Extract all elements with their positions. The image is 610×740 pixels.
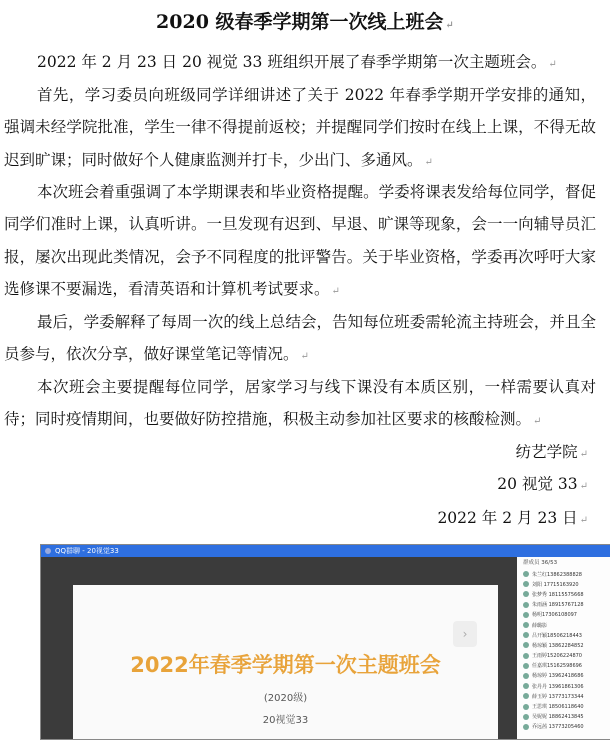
member-item[interactable] — [517, 701, 610, 711]
member-item[interactable] — [517, 661, 610, 671]
member-list-panel — [517, 557, 610, 739]
avatar — [523, 724, 529, 730]
member-list — [517, 569, 610, 732]
slide-class: 20视觉33 — [262, 715, 309, 726]
member-item[interactable] — [517, 681, 610, 691]
avatar — [523, 602, 529, 608]
presentation-slide — [73, 585, 498, 740]
member-name: 薛璐影 — [532, 622, 548, 629]
avatar — [523, 571, 529, 577]
avatar — [523, 653, 529, 659]
member-item[interactable] — [517, 651, 610, 661]
paragraph-5: 本次班会主要提醒每位同学，居家学习与线下课没有本质区别，一样需要认真对待；同时疫情期间，也要做好防控措施，积极主动参加社区要求的核酸检测。 ↵ — [4, 378, 596, 429]
member-name: 王思琪 18506118640 — [532, 704, 584, 711]
member-name: 杨明17306108097 — [532, 612, 577, 619]
member-name: 朱兰红13862388828 — [532, 571, 582, 578]
member-name: 王雨婷15206224870 — [532, 653, 582, 660]
member-item[interactable] — [517, 600, 610, 610]
member-list-header: 群成员 36/53 — [523, 560, 558, 566]
member-item[interactable] — [517, 579, 610, 589]
meeting-screenshot — [40, 544, 610, 740]
avatar — [523, 622, 529, 628]
member-name: 张丹丹 13961861306 — [532, 683, 584, 690]
member-item[interactable] — [517, 630, 610, 640]
signature-date: 2022 年 2 月 23 日 ↵ — [437, 509, 588, 527]
member-name: 杨琼婷 13962418686 — [532, 673, 584, 680]
paragraph-4: 最后，学委解释了每周一次的线上总结会，告知每位班委需轮流主持班会，并且全员参与，依次分享，做好课堂笔记等情况。 ↵ — [4, 313, 596, 364]
app-icon — [45, 548, 51, 554]
avatar — [523, 612, 529, 618]
member-item[interactable] — [517, 691, 610, 701]
member-name: 张梦秀 18115575668 — [532, 591, 584, 598]
window-title: QQ群聊 - 20视觉33 — [55, 547, 119, 555]
avatar — [523, 581, 529, 587]
member-name: 朱雨涵 18915767128 — [532, 602, 584, 609]
member-item[interactable] — [517, 671, 610, 681]
member-item[interactable] — [517, 569, 610, 579]
slide-grade: (2020级) — [263, 693, 308, 704]
member-name: 吴妮妮 18862413845 — [532, 714, 584, 721]
member-item[interactable] — [517, 589, 610, 599]
avatar — [523, 693, 529, 699]
paragraph-1: 2022 年 2 月 23 日 20 视觉 33 班组织开展了春季学期第一次主题班会。 ↵ — [37, 53, 557, 71]
member-name: 薛玉婷 13773173344 — [532, 693, 584, 700]
window-titlebar — [41, 545, 610, 557]
member-name: 杨琼颖 13862284852 — [532, 642, 584, 649]
slide-next-button[interactable]: › — [453, 621, 477, 647]
avatar — [523, 673, 529, 679]
avatar — [523, 704, 529, 710]
avatar — [523, 714, 529, 720]
member-name: 乔远茜 13773205460 — [532, 724, 584, 731]
member-name: 任嘉琪15162598696 — [532, 663, 582, 670]
signature-school: 纺艺学院 ↵ — [515, 443, 588, 461]
signature-class: 20 视觉 33 ↵ — [497, 475, 588, 493]
avatar — [523, 683, 529, 689]
member-name: 刘阳 17715163920 — [532, 581, 579, 588]
member-item[interactable] — [517, 620, 610, 630]
slide-title: 2022年春季学期第一次主题班会 — [130, 653, 441, 677]
member-item[interactable] — [517, 610, 610, 620]
avatar — [523, 591, 529, 597]
doc-title: 2020 级春季学期第一次线上班会 ↵ — [156, 11, 454, 33]
paragraph-2: 首先，学习委员向班级同学详细讲述了关于 2022 年春季学期开学安排的通知，强调未经学院批准，学生一律不得提前返校；并提醒同学们按时在线上上课，不得无故迟到旷课；同时做好个人健康监测并打卡，少出门、多通风。 ↵ — [4, 86, 596, 169]
avatar — [523, 663, 529, 669]
member-name: 吕开颖18506218443 — [532, 632, 582, 639]
paragraph-3: 本次班会着重强调了本学期课表和毕业资格提醒。学委将课表发给每位同学，督促同学们准时上课，认真听讲。一旦发现有迟到、早退、旷课等现象，会一一向辅导员汇报，屡次出现此类情况，会予不同程度的批评警告。关于毕业资格，学委再次呼吁大家选修课不要漏选，看清英语和计算机考试要求。 ↵ — [4, 183, 596, 298]
avatar — [523, 632, 529, 638]
member-item[interactable] — [517, 712, 610, 722]
member-item[interactable] — [517, 722, 610, 732]
member-item[interactable] — [517, 640, 610, 650]
avatar — [523, 642, 529, 648]
